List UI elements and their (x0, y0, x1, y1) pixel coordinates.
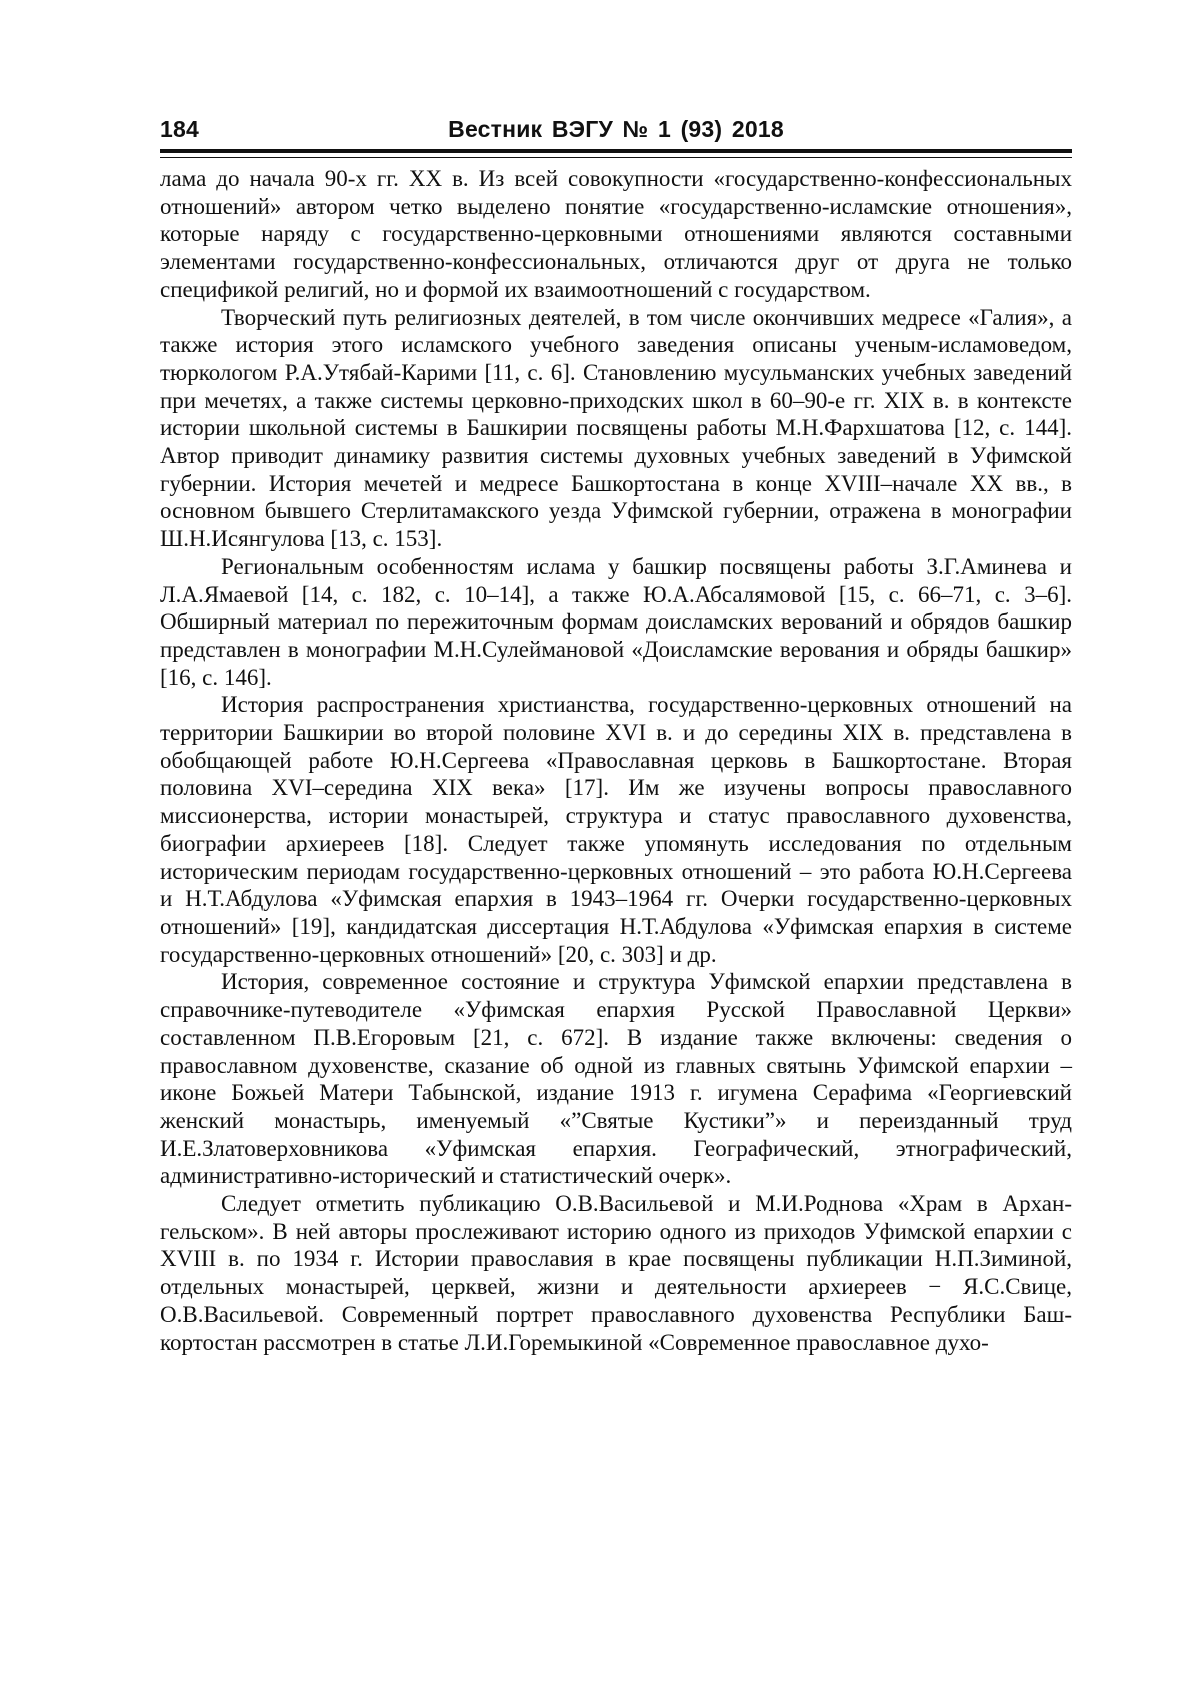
paragraph: Региональным особенностям ислама у башкир посвящены работы З.Г.Аминева и Л.А.Ямаевой [14, с. 182, с. 10–14], а также Ю.А.Абсалямовой [15, с. 66–71, с. 3–6]. Обширный материал по пережиточным формам доисламских верований и обрядов башкир представлен в монографии М.Н.Сулеймановой «Доисламские верования и обряды башкир» [16, с. 146]. (160, 553, 1072, 690)
journal-title: Вестник ВЭГУ № 1 (93) 2018 (448, 116, 784, 142)
header-rule-thick (160, 149, 1072, 153)
page-number: 184 (160, 116, 199, 142)
paragraph-continued: лама до начала 90-х гг. XX в. Из всей совокупности «государственно-конфессиональных отношений» автором четко выделено понятие «государственно-исламские отношения», которые наряду с государственно-церковными отношениями являются составными элементами государственно-конфессиональных, отличаются друг от друга не только спецификой религий, но и формой их взаимоотношений с государством. (160, 166, 1072, 302)
paragraph: История, современное состояние и структура Уфимской епархии представлена в справочнике-путеводителе «Уфимская епархия Русской Православной Церкви» составленном П.В.Егоровым [21, с. 672]. В издание также включены: сведения о православном духовенстве, сказание об одной из главных святынь Уфимской епархии – иконе Божьей Матери Табынской, издание 1913 г. игумена Серафима «Георгиевский женский монастырь, именуемый «”Святые Кустики”» и переизданный труд И.Е.Златоверховникова «Уфимская епархия. Географический, этнографический, административно-исторический и статистический очерк». (160, 969, 1072, 1189)
paragraph: История распространения христианства, государственно-церковных отношений на территории Башкирии во второй половине XVI в. и до середины XIX в. представлена в обобщающей работе Ю.Н.Сергеева «Православная церковь в Башкортостане. Вторая половина XVI–середина XIX века» [17]. Им же изучены вопросы православного миссионерства, истории монастырей, структура и статус православного духовенства, биографии архиереев [18]. Следует также упомянуть исследования по отдельным историческим периодам государственно-церковных отношений – это работа Ю.Н.Сергеева и Н.Т.Абдулова «Уфимская епархия в 1943–1964 гг. Очерки государственно-церковных отношений» [19], кандидатская диссертация Н.Т.Абдулова «Уфимская епархия в системе государственно-церковных отношений» [20, с. 303] и др. (160, 692, 1072, 967)
paragraph: Творческий путь религиозных деятелей, в том числе окончивших медресе «Галия», а также история этого исламского учебного заведения описаны ученым-исламоведом, тюркологом Р.А.Утябай-Карими [11, с. 6]. Становлению мусульманских учебных заведений при мечетях, а также системы церковно-приходских школ в 60–90-е гг. XIX в. в контексте истории школьной системы в Башкирии посвящены работы М.Н.Фархшатова [12, с. 144]. Автор приводит динамику развития системы духовных учебных заведений в Уфимской губернии. История мечетей и медресе Башкортостана в конце XVIII–начале XX вв., в основном бывшего Стерлитамакского уезда Уфимской губернии, отражена в монографии Ш.Н.Исянгулова [13, с. 153]. (160, 304, 1072, 552)
paragraph: Следует отметить публикацию О.В.Васильевой и М.И.Роднова «Храм в Архангельском». В ней авторы прослеживают историю одного из приходов Уфимской епархии с XVIII в. по 1934 г. Истории православия в крае посвящены публикации Н.П.Зиминой, отдельных монастырей, церквей, жизни и деятельности архиереев − Я.С.Свице, О.В.Васильевой. Современный портрет православного духовенства Республики Башкортостан рассмотрен в статье Л.И.Горемыкиной «Современное православное духо- (160, 1191, 1072, 1355)
running-header (160, 116, 1072, 146)
header-rule-thin (160, 157, 1072, 158)
article-body (160, 165, 1072, 1356)
